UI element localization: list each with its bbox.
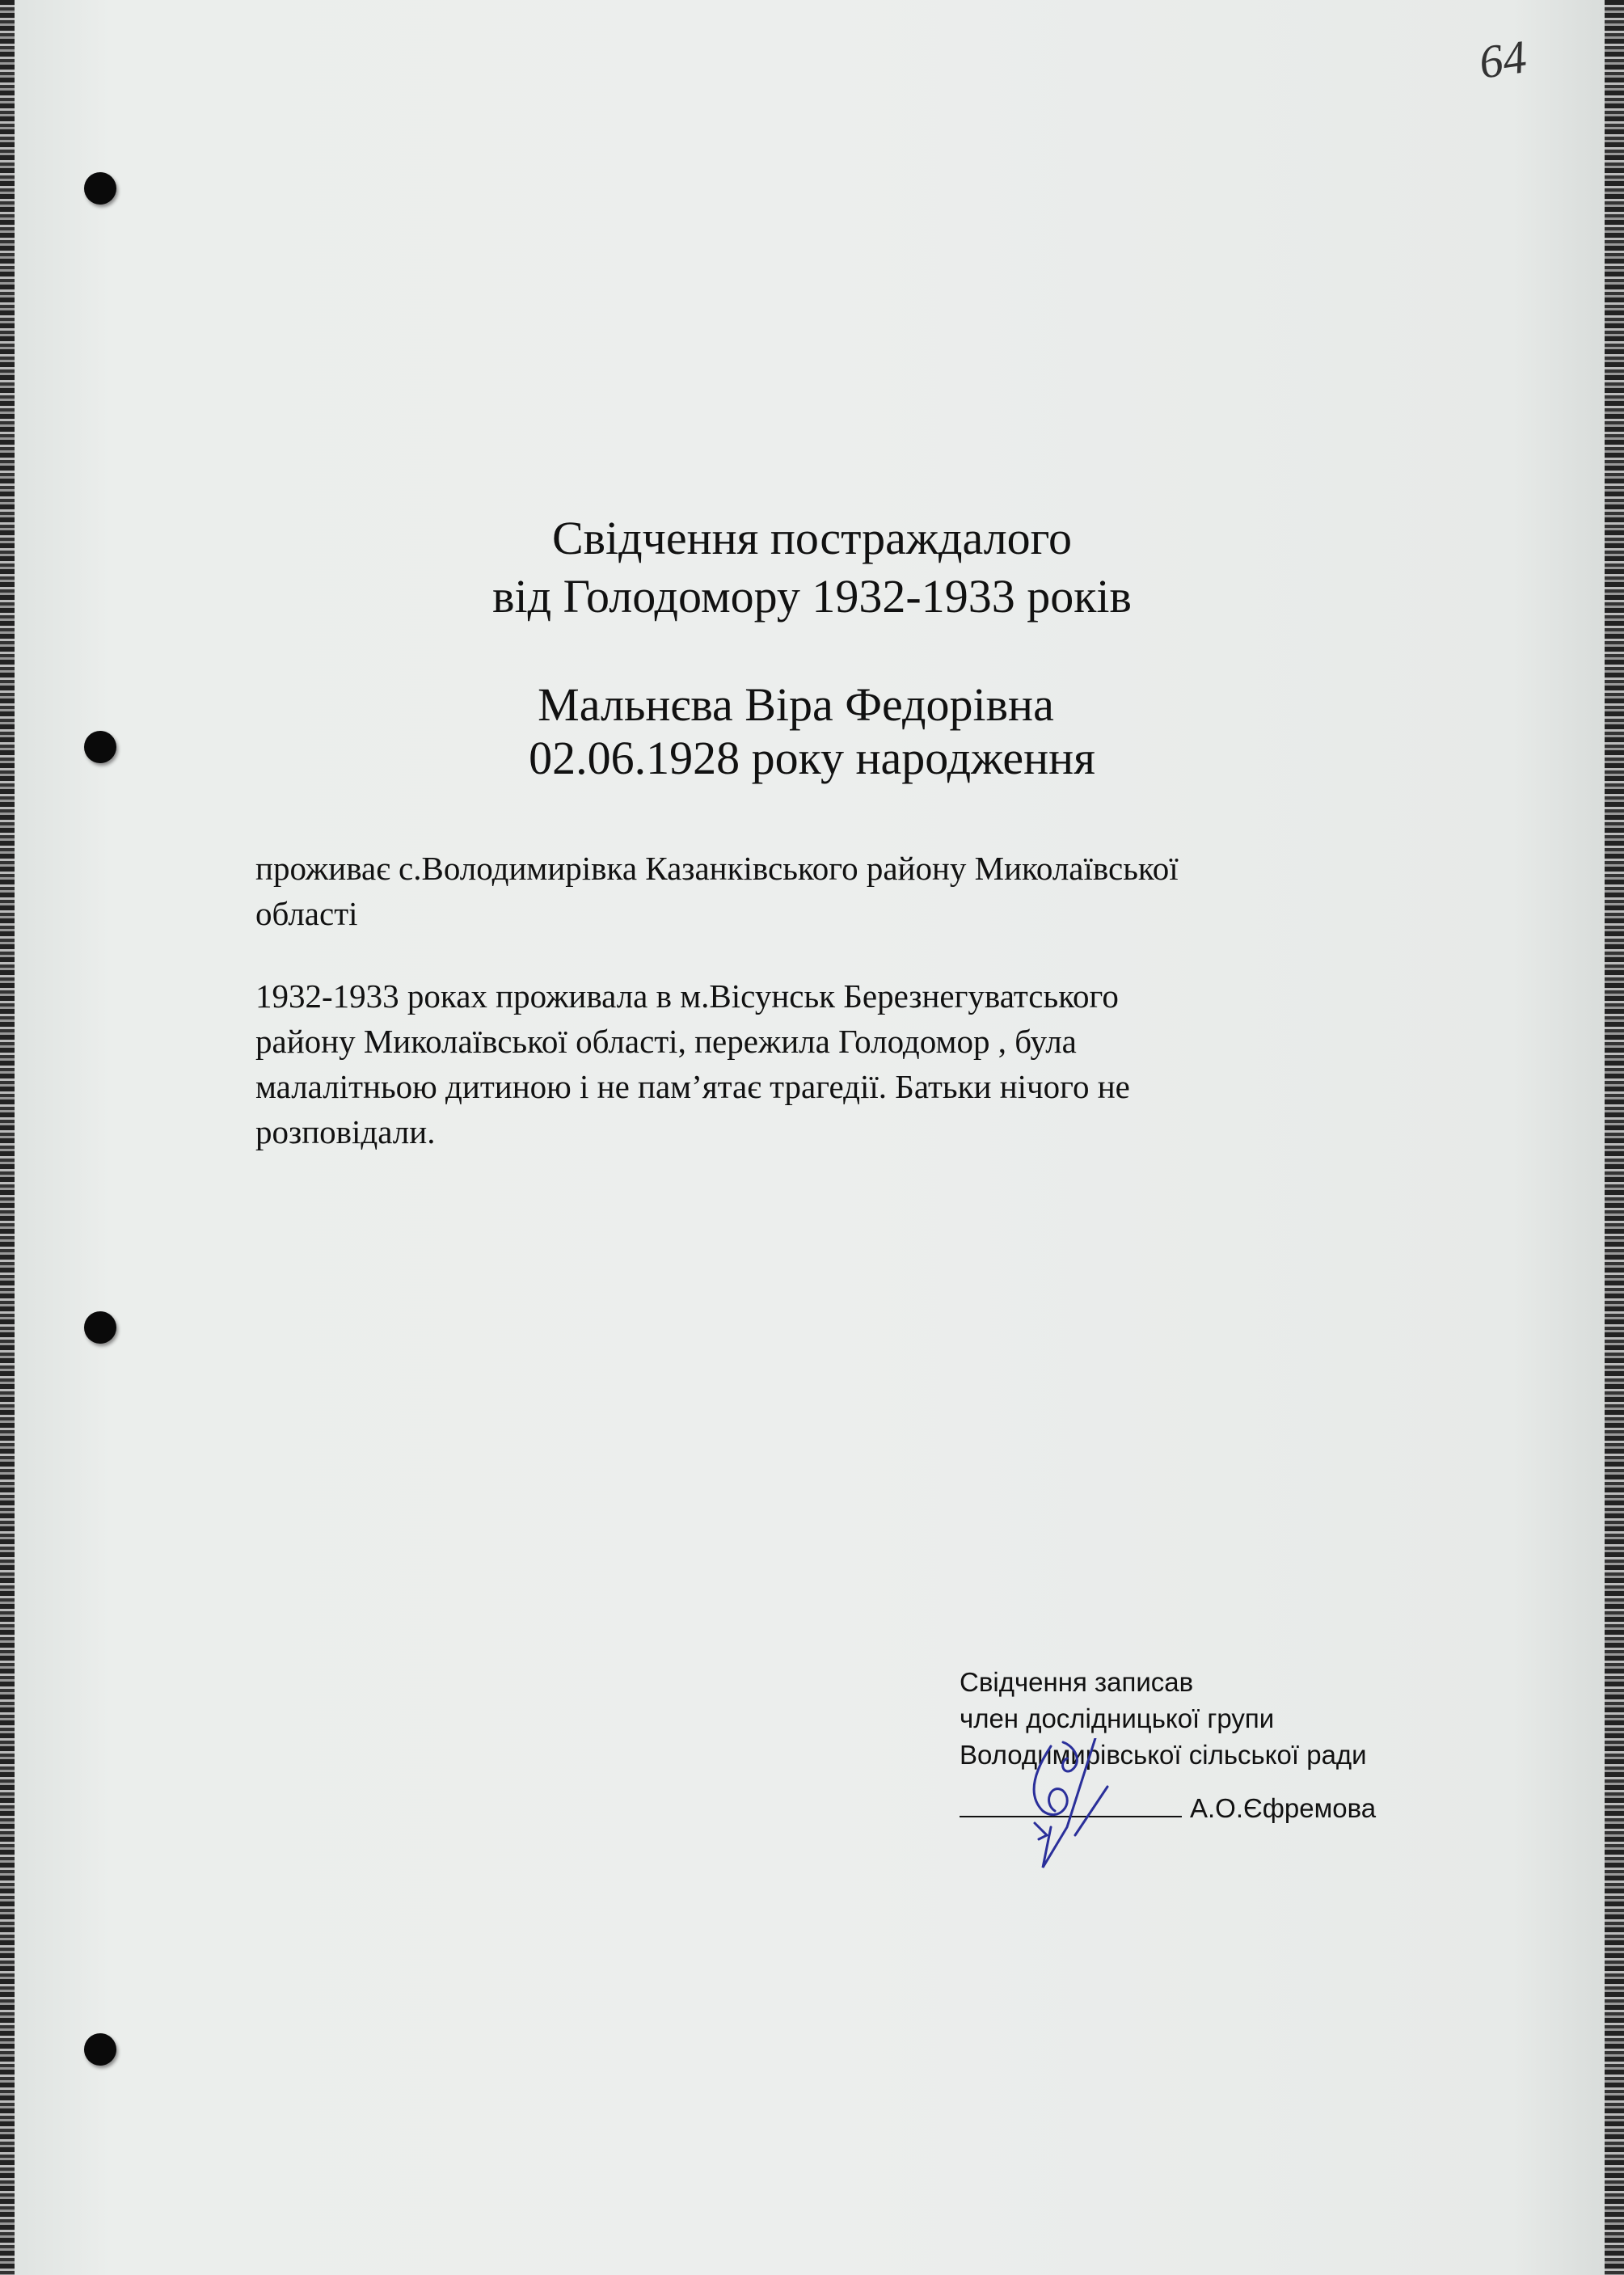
text-line: області — [255, 895, 358, 932]
recorder-name: А.О.Єфремова — [1190, 1793, 1377, 1823]
heading-line-1: Свідчення постраждалого — [551, 512, 1072, 564]
punch-hole — [84, 1311, 116, 1344]
residence-paragraph — [255, 846, 1387, 936]
heading-line-2: від Голодомору 1932-1933 років — [492, 570, 1132, 623]
testimony-paragraph — [255, 973, 1387, 1154]
punch-hole — [84, 2033, 116, 2066]
recorder-line: член дослідницької групи — [960, 1703, 1275, 1733]
text-line: району Миколаївської області, пережила Голодомор , була — [255, 1023, 1077, 1060]
text-line: розповідали. — [255, 1113, 436, 1150]
page-number: 64 — [1475, 30, 1530, 89]
recorder-line: Свідчення записав — [960, 1667, 1194, 1697]
punch-hole — [84, 172, 116, 205]
page-edge-left — [0, 0, 15, 2275]
person-name: Мальнєва Віра Федорівна — [538, 678, 1054, 731]
person-birth: 02.06.1928 року народження — [529, 732, 1095, 784]
handwritten-signature — [1019, 1738, 1132, 1876]
text-line: малалітньою дитиною і не пам’ятає трагедії. Батьки нічого не — [255, 1068, 1130, 1105]
text-line: 1932-1933 роках проживала в м.Вісунськ Березнегуватського — [255, 977, 1119, 1015]
text-line: проживає с.Володимирівка Казанківського району Миколаївської — [255, 850, 1179, 887]
recorder-line: Володимирівської сільської ради — [960, 1740, 1367, 1770]
page-edge-right — [1605, 0, 1624, 2275]
